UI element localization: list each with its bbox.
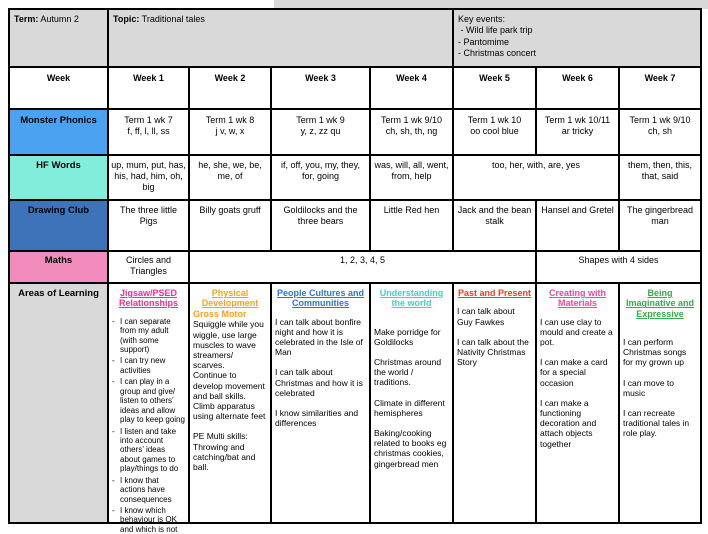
hf-week5-6-cell: too, her, with, are, yes <box>453 155 619 200</box>
phonics-week7-cell: Term 1 wk 9/10 ch, sh <box>619 109 701 155</box>
drawing-week2-cell: Billy goats gruff <box>189 200 271 251</box>
topic-cell <box>108 9 453 67</box>
phonics-week1-cell: Term 1 wk 7 f, ff, l, ll, ss <box>108 109 189 155</box>
hf-week2-cell: he, she, we, be, me, of <box>189 155 271 200</box>
header-row <box>9 9 701 67</box>
drawing-week7-cell: The gingerbread man <box>619 200 701 251</box>
paragraph: Baking/cooking related to books eg christmas cookies, gingerbread men <box>374 428 447 469</box>
term-value: Autumn 2 <box>40 14 79 24</box>
paragraph: I know similarities and differences <box>275 408 359 429</box>
list-item: - I can try new activities <box>112 356 166 375</box>
bullet-dash: - <box>112 475 115 485</box>
area-people-cultures-cell <box>271 283 370 523</box>
hf-words-row <box>9 155 701 200</box>
week-header-cell: Week <box>9 67 108 109</box>
curriculum-planner-table <box>8 8 702 534</box>
area-title-understanding-world: Understanding the world <box>379 288 444 309</box>
topic-value: Traditional tales <box>141 14 205 24</box>
monster-phonics-row <box>9 109 701 155</box>
paragraph: I can make a card for a special occasion <box>540 357 608 388</box>
week-header-cell: Week 3 <box>271 67 370 109</box>
jigsaw-psed-bullet-list <box>112 317 185 534</box>
drawing-club-label: Drawing Club <box>9 200 108 251</box>
area-title-jigsaw-psed: Jigsaw/PSED Relationships <box>118 288 178 309</box>
maths-row <box>9 251 701 283</box>
paragraph: I can talk about the Nativity Christmas Story <box>457 336 529 368</box>
maths-week2-5-cell: 1, 2, 3, 4, 5 <box>189 251 536 283</box>
week-header-cell: Week 7 <box>619 67 701 109</box>
drawing-week5-cell: Jack and the bean stalk <box>453 200 536 251</box>
hf-week1-cell: up, mum, put, has, his, had, him, oh, big <box>108 155 189 200</box>
hf-week3-cell: if, off, you, my, they, for, going <box>271 155 370 200</box>
paragraph: PE Multi skills: Throwing and catching/bat and ball. <box>193 431 256 472</box>
bullet-dash: - <box>112 426 115 436</box>
paragraph: I can perform Christmas songs for my grown up <box>623 337 687 368</box>
drawing-week1-cell: The three little Pigs <box>108 200 189 251</box>
paragraph: I can recreate traditional tales in role play. <box>623 407 690 439</box>
list-item: - I know that actions have consequences <box>112 475 172 504</box>
hf-words-label: HF Words <box>9 155 108 200</box>
drawing-week3-cell: Goldilocks and the three bears <box>271 200 370 251</box>
hf-week4-cell: was, will, all, went, from, help <box>370 155 453 200</box>
bullet-dash: - <box>112 356 115 366</box>
key-event-item: - Wild life park trip <box>458 25 533 36</box>
paragraph: Make porridge for Goldilocks <box>374 326 441 347</box>
area-past-present-cell <box>453 283 536 523</box>
week-header-cell: Week 6 <box>536 67 619 109</box>
key-event-item: - Pantomime <box>458 36 510 47</box>
drawing-week4-cell: Little Red hen <box>370 200 453 251</box>
drawing-week6-cell: Hansel and Gretel <box>536 200 619 251</box>
area-creating-materials-cell <box>536 283 619 523</box>
paragraph: I can move to music <box>623 377 675 398</box>
area-title-past-present: Past and Present <box>457 288 532 298</box>
area-title-creating-materials: Creating with Materials <box>548 288 606 309</box>
phonics-week6-cell: Term 1 wk 10/11 ar tricky <box>536 109 619 155</box>
list-item: - I can play in a group and give/ listen to others’ ideas and allow play to keep going <box>112 377 185 425</box>
paragraph: Continue to develop movement and ball skills. <box>193 370 265 401</box>
term-cell <box>9 9 108 67</box>
week-header-cell: Week 2 <box>189 67 271 109</box>
bullet-dash: - <box>112 316 115 326</box>
areas-of-learning-label: Areas of Learning <box>9 283 108 523</box>
term-label: Term: <box>14 14 39 24</box>
areas-of-learning-row <box>9 283 701 523</box>
hf-week7-cell: them, then, this, that, said <box>619 155 701 200</box>
paragraph: I can make a functioning decoration and attach objects together <box>540 397 597 449</box>
area-physical-development-cell <box>189 283 271 523</box>
area-title-being-imaginative: Being Imaginative and Expressive <box>625 288 695 319</box>
key-event-item: - Christmas concert <box>458 47 537 58</box>
area-subtitle-gross-motor: Gross Motor <box>193 308 247 319</box>
paragraph: Climb apparatus using alternate feet <box>193 400 266 422</box>
list-item: - I can separate from my adult (with some support) <box>112 316 171 354</box>
paragraph: I can talk about bonfire night and how it is celebrated in the Isle of Man <box>275 316 363 358</box>
area-understanding-world-cell <box>370 283 453 523</box>
area-being-imaginative-cell <box>619 283 701 523</box>
paragraph: I can talk about Christmas and how it is celebrated <box>275 367 363 398</box>
key-events-title: Key events: <box>458 14 506 24</box>
phonics-week4-cell: Term 1 wk 9/10 ch, sh, th, ng <box>370 109 453 155</box>
monster-phonics-label: Monster Phonics <box>9 109 108 155</box>
area-jigsaw-psed-cell <box>108 283 189 534</box>
area-title-physical-development: Physical Development <box>201 288 259 309</box>
drawing-club-row <box>9 200 701 251</box>
bullet-dash: - <box>112 506 115 515</box>
maths-week1-cell: Circles and Triangles <box>108 251 189 283</box>
week-header-row <box>9 67 701 109</box>
area-title-people-cultures: People Cultures and Communities <box>276 288 365 309</box>
maths-label: Maths <box>9 251 108 283</box>
phonics-week3-cell: Term 1 wk 9 y, z, zz qu <box>271 109 370 155</box>
key-events-cell <box>453 9 701 67</box>
list-item: - I listen and take into account others’ ideas about games to play/things to do <box>112 426 179 474</box>
phonics-week2-cell: Term 1 wk 8 j v, w, x <box>189 109 271 155</box>
paragraph: Christmas around the world / traditions. <box>374 357 442 388</box>
topic-label: Topic: <box>113 14 140 24</box>
week-header-cell: Week 1 <box>108 67 189 109</box>
phonics-week5-cell: Term 1 wk 10 oo cool blue <box>453 109 536 155</box>
bullet-dash: - <box>112 377 115 387</box>
list-item: - I know which behaviour is OK and which is not <box>112 506 178 534</box>
paragraph: I can use clay to mould and create a pot. <box>540 316 613 348</box>
week-header-cell: Week 5 <box>453 67 536 109</box>
paragraph: Squiggle while you wiggle, use large muscles to wave streamers/ scarves. <box>193 319 264 371</box>
maths-week6-7-cell: Shapes with 4 sides <box>536 251 701 283</box>
week-header-cell: Week 4 <box>370 67 453 109</box>
paragraph: Climate in different hemispheres <box>374 397 445 418</box>
paragraph: I can talk about Guy Fawkes <box>457 306 515 327</box>
